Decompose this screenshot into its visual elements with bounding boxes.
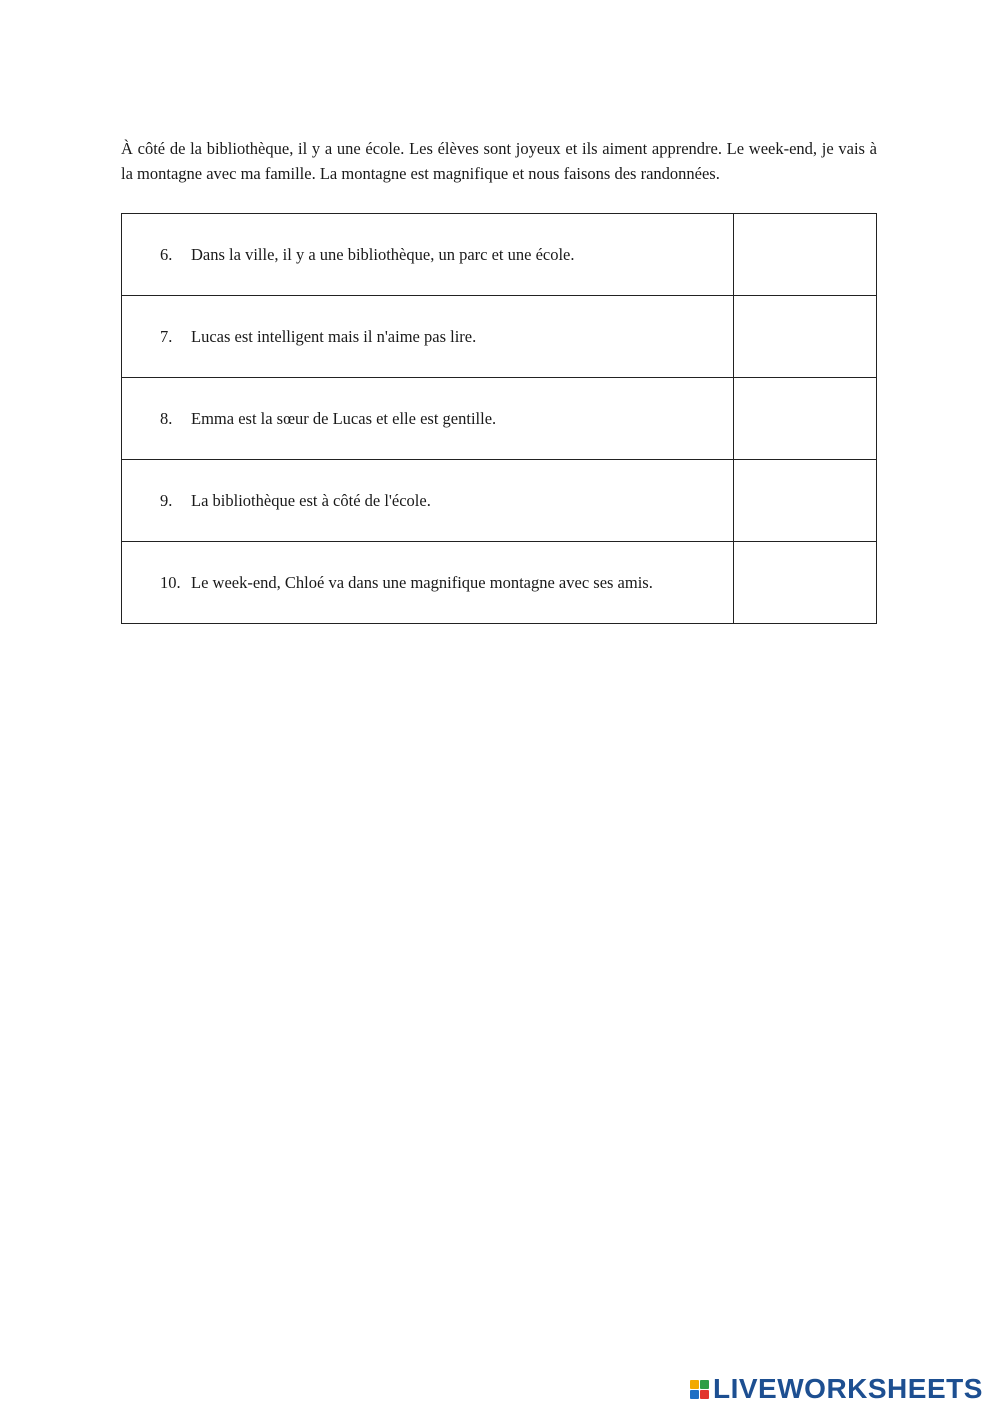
statement-cell [122,378,734,460]
logo-square [690,1390,699,1399]
statement-cell [122,214,734,296]
logo-square [690,1380,699,1389]
statement-number: 9. [160,490,173,510]
statement-number: 8. [160,408,173,428]
logo-mark-icon [690,1380,709,1399]
liveworksheets-logo [690,1374,983,1404]
answer-box[interactable] [733,296,876,378]
answer-box[interactable] [733,378,876,460]
table-row [122,214,877,296]
table-row [122,296,877,378]
statement-text: Emma est la sœur de Lucas et elle est gentille. [191,408,497,428]
statement-cell [122,542,734,624]
logo-square [700,1380,709,1389]
statement-number: 7. [160,326,173,346]
statement-text: Lucas est intelligent mais il n'aime pas lire. [191,326,477,346]
reading-paragraph: À côté de la bibliothèque, il y a une école. Les élèves sont joyeux et ils aiment apprendre. Le week-end, je vais à la montagne avec ma famille. La montagne est magnifique et nous faisons des randonnées. [121,138,877,183]
answer-box[interactable] [733,214,876,296]
statement-number: 6. [160,244,173,264]
statement-text: Dans la ville, il y a une bibliothèque, un parc et une école. [191,244,575,264]
statement-text: Le week-end, Chloé va dans une magnifique montagne avec ses amis. [191,572,653,592]
table-row [122,542,877,624]
logo-text: LIVEWORKSHEETS [713,1373,983,1404]
table-row [122,460,877,542]
statement-number: 10. [160,572,181,592]
logo-square [700,1390,709,1399]
answer-box[interactable] [733,460,876,542]
statement-cell [122,296,734,378]
answer-box[interactable] [733,542,876,624]
table-row [122,378,877,460]
statement-text: La bibliothèque est à côté de l'école. [191,490,431,510]
statement-cell [122,460,734,542]
statements-table [121,213,877,624]
